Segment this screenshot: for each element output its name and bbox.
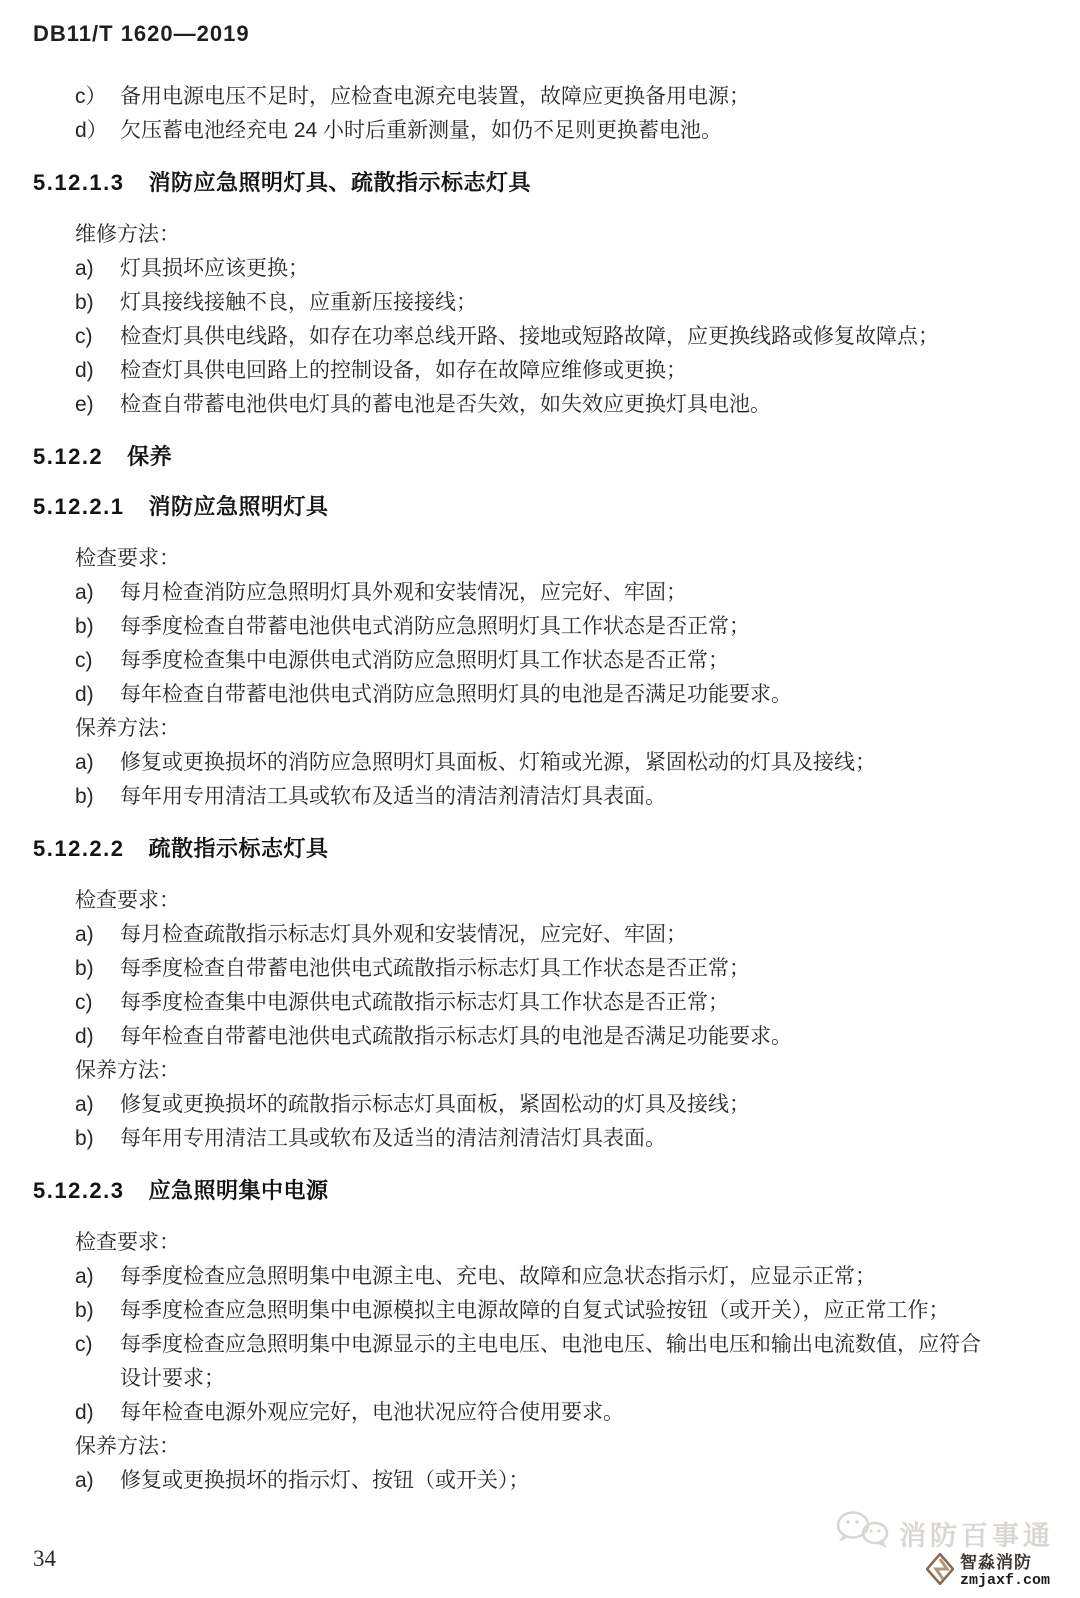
section-number: 5.12.1.3 bbox=[33, 170, 125, 195]
watermark-zhimiao bbox=[926, 1553, 1050, 1590]
list-item-label: c) bbox=[75, 649, 93, 672]
section-heading-5-12-1-3 bbox=[33, 168, 1040, 198]
list-item-label: c） bbox=[75, 85, 107, 108]
list-item-label: a) bbox=[75, 1469, 94, 1492]
list-item-label: b) bbox=[75, 291, 94, 314]
list-item-text: 每季度检查应急照明集中电源显示的主电电压、电池电压、输出电压和输出电流数值，应符合设计要求； bbox=[120, 1333, 981, 1390]
list-item bbox=[33, 1122, 1040, 1156]
list-item-text: 每月检查消防应急照明灯具外观和安装情况，应完好、牢固； bbox=[120, 581, 687, 604]
section-title: 消防应急照明灯具、疏散指示标志灯具 bbox=[148, 170, 532, 195]
list-item-text: 每年用专用清洁工具或软布及适当的清洁剂清洁灯具表面。 bbox=[120, 1127, 666, 1150]
list-item bbox=[33, 1088, 1040, 1122]
list-item-label: a) bbox=[75, 751, 94, 774]
list-item-text: 修复或更换损坏的疏散指示标志灯具面板，紧固松动的灯具及接线； bbox=[120, 1093, 750, 1116]
list-item-text: 每季度检查自带蓄电池供电式消防应急照明灯具工作状态是否正常； bbox=[120, 615, 750, 638]
list-item bbox=[33, 80, 1040, 114]
maint-label: 保养方法： bbox=[75, 717, 180, 740]
list-item-text: 每季度检查应急照明集中电源模拟主电源故障的自复式试验按钮（或开关），应正常工作； bbox=[120, 1299, 950, 1322]
list-item-text: 检查自带蓄电池供电灯具的蓄电池是否失效，如失效应更换灯具电池。 bbox=[120, 393, 771, 416]
section-title: 保养 bbox=[127, 444, 173, 469]
section-heading-5-12-2 bbox=[33, 442, 1040, 472]
list-item bbox=[33, 1328, 1040, 1396]
list-item-label: d) bbox=[75, 683, 94, 706]
list-item bbox=[33, 252, 1040, 286]
intro-list bbox=[33, 80, 1040, 148]
list-item-text: 每季度检查应急照明集中电源主电、充电、故障和应急状态指示灯，应显示正常； bbox=[120, 1265, 876, 1288]
list-item bbox=[33, 780, 1040, 814]
list-item-label: a) bbox=[75, 923, 94, 946]
list-item-label: a) bbox=[75, 1093, 94, 1116]
list-item bbox=[33, 286, 1040, 320]
list-item-label: a) bbox=[75, 581, 94, 604]
list-item bbox=[33, 952, 1040, 986]
list-item-text: 备用电源电压不足时，应检查电源充电装置，故障应更换备用电源； bbox=[120, 85, 750, 108]
section-number: 5.12.2.2 bbox=[33, 836, 125, 861]
list-item-label: a) bbox=[75, 1265, 94, 1288]
list-item-text: 每年检查自带蓄电池供电式消防应急照明灯具的电池是否满足功能要求。 bbox=[120, 683, 792, 706]
list-item-label: e) bbox=[75, 393, 94, 416]
maint-label: 保养方法： bbox=[75, 1059, 180, 1082]
list-item-text: 每年用专用清洁工具或软布及适当的清洁剂清洁灯具表面。 bbox=[120, 785, 666, 808]
list-item bbox=[33, 354, 1040, 388]
list-item bbox=[33, 1294, 1040, 1328]
section-number: 5.12.2.3 bbox=[33, 1178, 125, 1203]
method-label: 维修方法： bbox=[75, 223, 180, 246]
list-item-text: 每季度检查集中电源供电式消防应急照明灯具工作状态是否正常； bbox=[120, 649, 729, 672]
list-item bbox=[33, 388, 1040, 422]
diamond-fold-logo-icon bbox=[926, 1553, 954, 1590]
list-item-label: b) bbox=[75, 1127, 94, 1150]
list-item-text: 灯具接线接触不良，应重新压接接线； bbox=[120, 291, 477, 314]
list-item-text: 修复或更换损坏的消防应急照明灯具面板、灯箱或光源，紧固松动的灯具及接线； bbox=[120, 751, 876, 774]
list-item bbox=[33, 114, 1040, 148]
section-heading-5-12-2-3 bbox=[33, 1176, 1040, 1206]
list-item bbox=[33, 576, 1040, 610]
section-title: 消防应急照明灯具 bbox=[148, 494, 329, 519]
doc-number-header: DB11/T 1620—2019 bbox=[33, 21, 250, 46]
list-item-label: c) bbox=[75, 1333, 93, 1356]
list-item-text: 灯具损坏应该更换； bbox=[120, 257, 309, 280]
section-title: 疏散指示标志灯具 bbox=[148, 836, 329, 861]
brand-name: 智淼消防 bbox=[959, 1552, 1032, 1572]
page-number: 34 bbox=[33, 1546, 56, 1571]
list-item bbox=[33, 918, 1040, 952]
section-number: 5.12.2.1 bbox=[33, 494, 125, 519]
list-item-text: 每季度检查自带蓄电池供电式疏散指示标志灯具工作状态是否正常； bbox=[120, 957, 750, 980]
list-item-text: 修复或更换损坏的指示灯、按钮（或开关）； bbox=[120, 1469, 530, 1492]
list-item-label: a) bbox=[75, 257, 94, 280]
list-item-label: b) bbox=[75, 957, 94, 980]
list-item bbox=[33, 1396, 1040, 1430]
list-item-text: 每年检查电源外观应完好，电池状况应符合使用要求。 bbox=[120, 1401, 624, 1424]
list-item-text: 欠压蓄电池经充电 24 小时后重新测量，如仍不足则更换蓄电池。 bbox=[120, 119, 723, 142]
brand-domain: zmjaxf.com bbox=[959, 1571, 1050, 1589]
list-item-label: d) bbox=[75, 1025, 94, 1048]
list-item-text: 每季度检查集中电源供电式疏散指示标志灯具工作状态是否正常； bbox=[120, 991, 729, 1014]
section-heading-5-12-2-2 bbox=[33, 834, 1040, 864]
watermark-gray-text: 消防百事通 bbox=[899, 1521, 1054, 1551]
list-item-label: b) bbox=[75, 785, 94, 808]
list-item-label: d) bbox=[75, 359, 94, 382]
maint-label: 保养方法： bbox=[75, 1435, 180, 1458]
list-item bbox=[33, 1020, 1040, 1054]
list-item bbox=[33, 1464, 1040, 1498]
check-label: 检查要求： bbox=[75, 547, 180, 570]
list-item-text: 检查灯具供电线路，如存在功率总线开路、接地或短路故障，应更换线路或修复故障点； bbox=[120, 325, 939, 348]
list-item-label: b) bbox=[75, 615, 94, 638]
list-item-text: 每月检查疏散指示标志灯具外观和安装情况，应完好、牢固； bbox=[120, 923, 687, 946]
list-item bbox=[33, 320, 1040, 354]
list-item bbox=[33, 644, 1040, 678]
list-item-label: d） bbox=[75, 119, 108, 142]
list-item-label: b) bbox=[75, 1299, 94, 1322]
check-label: 检查要求： bbox=[75, 1231, 180, 1254]
brand-text-block bbox=[960, 1554, 1050, 1589]
check-label: 检查要求： bbox=[75, 889, 180, 912]
list-item-text: 每年检查自带蓄电池供电式疏散指示标志灯具的电池是否满足功能要求。 bbox=[120, 1025, 792, 1048]
chat-bubbles-icon bbox=[833, 1507, 891, 1560]
list-item-text: 检查灯具供电回路上的控制设备，如存在故障应维修或更换； bbox=[120, 359, 687, 382]
list-item bbox=[33, 1260, 1040, 1294]
list-item bbox=[33, 746, 1040, 780]
section-number: 5.12.2 bbox=[33, 444, 104, 469]
list-item bbox=[33, 678, 1040, 712]
list-item-label: c) bbox=[75, 325, 93, 348]
list-item-label: d) bbox=[75, 1401, 94, 1424]
list-item-label: c) bbox=[75, 991, 93, 1014]
section-heading-5-12-2-1 bbox=[33, 492, 1040, 522]
list-item bbox=[33, 610, 1040, 644]
section-title: 应急照明集中电源 bbox=[148, 1178, 329, 1203]
list-item bbox=[33, 986, 1040, 1020]
